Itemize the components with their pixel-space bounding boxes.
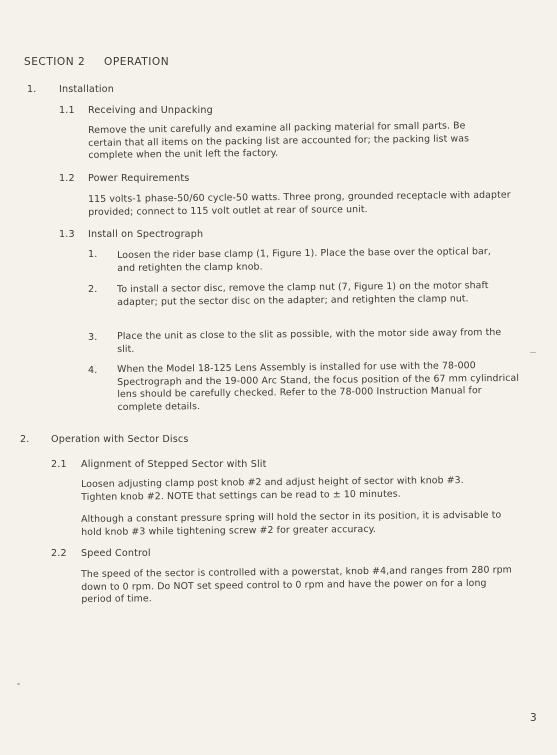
subsection-1-1-title: Receiving and Unpacking xyxy=(88,105,213,116)
page-number: 3 xyxy=(530,712,537,724)
paper-speck xyxy=(530,352,536,353)
step-2-number: 2. xyxy=(88,284,98,295)
section-1-number: 1. xyxy=(27,84,37,95)
step-2-text: To install a sector disc, remove the clamp nut (7, Figure 1) on the motor shaft adapter; put the sector disc on the adapter; and retighten the clamp nut. xyxy=(117,280,489,308)
subsection-1-2-title: Power Requirements xyxy=(88,173,190,184)
paper-speck xyxy=(17,683,20,685)
subsection-1-2-number: 1.2 xyxy=(59,173,75,184)
subsection-1-1-number: 1.1 xyxy=(59,105,75,116)
subsection-2-2-number: 2.2 xyxy=(51,548,67,559)
subsection-1-3-title: Install on Spectrograph xyxy=(88,229,204,240)
subsection-2-1-paragraph-2: Although a constant pressure spring will hold the sector in its position, it is advisable to hold knob #3 while tightening screw #2 for greater accuracy. xyxy=(81,509,502,538)
subsection-2-1-title: Alignment of Stepped Sector with Slit xyxy=(81,459,267,470)
subsection-1-1-paragraph: Remove the unit carefully and examine all packing material for small parts. Be certain that all items on the packing list are accounted for; the packing list was complete when the unit left the factory. xyxy=(88,120,470,162)
step-1-number: 1. xyxy=(88,249,98,260)
section-title: OPERATION xyxy=(104,56,170,68)
subsection-2-2-paragraph: The speed of the sector is controlled with a powerstat, knob #4,and ranges from 280 rpm down to 0 rpm. Do NOT set speed control to 0 rpm and have the power on for a long period of time. xyxy=(81,564,512,606)
subsection-1-2-paragraph: 115 volts-1 phase-50/60 cycle-50 watts. Three prong, grounded receptacle with adapter provided; connect to 115 volt outlet at rear of source unit. xyxy=(88,189,511,218)
step-1-text: Loosen the rider base clamp (1, Figure 1). Place the base over the optical bar, and retighten the clamp knob. xyxy=(117,246,491,274)
subsection-2-2-title: Speed Control xyxy=(81,548,151,559)
step-4-text: When the Model 18-125 Lens Assembly is installed for use with the 78-000 Spectrograph and the 19-000 Arc Stand, the focus position of the 67 mm cylindrical lens should be carefully checked. Refer to the 78-000 Instruction Manual for complete details. xyxy=(117,360,520,413)
section-2-title: Operation with Sector Discs xyxy=(51,434,189,445)
step-4-number: 4. xyxy=(88,365,98,376)
step-3-number: 3. xyxy=(88,332,98,343)
section-label: SECTION 2 xyxy=(24,56,86,68)
section-1-title: Installation xyxy=(59,84,114,95)
subsection-2-1-paragraph-1: Loosen adjusting clamp post knob #2 and adjust height of sector with knob #3. Tighten knob #2. NOTE that settings can be read to ± 10 minutes. xyxy=(81,474,464,503)
subsection-2-1-number: 2.1 xyxy=(51,459,67,470)
section-2-number: 2. xyxy=(20,434,30,445)
subsection-1-3-number: 1.3 xyxy=(59,229,75,240)
step-3-text: Place the unit as close to the slit as possible, with the motor side away from the slit. xyxy=(117,326,502,355)
